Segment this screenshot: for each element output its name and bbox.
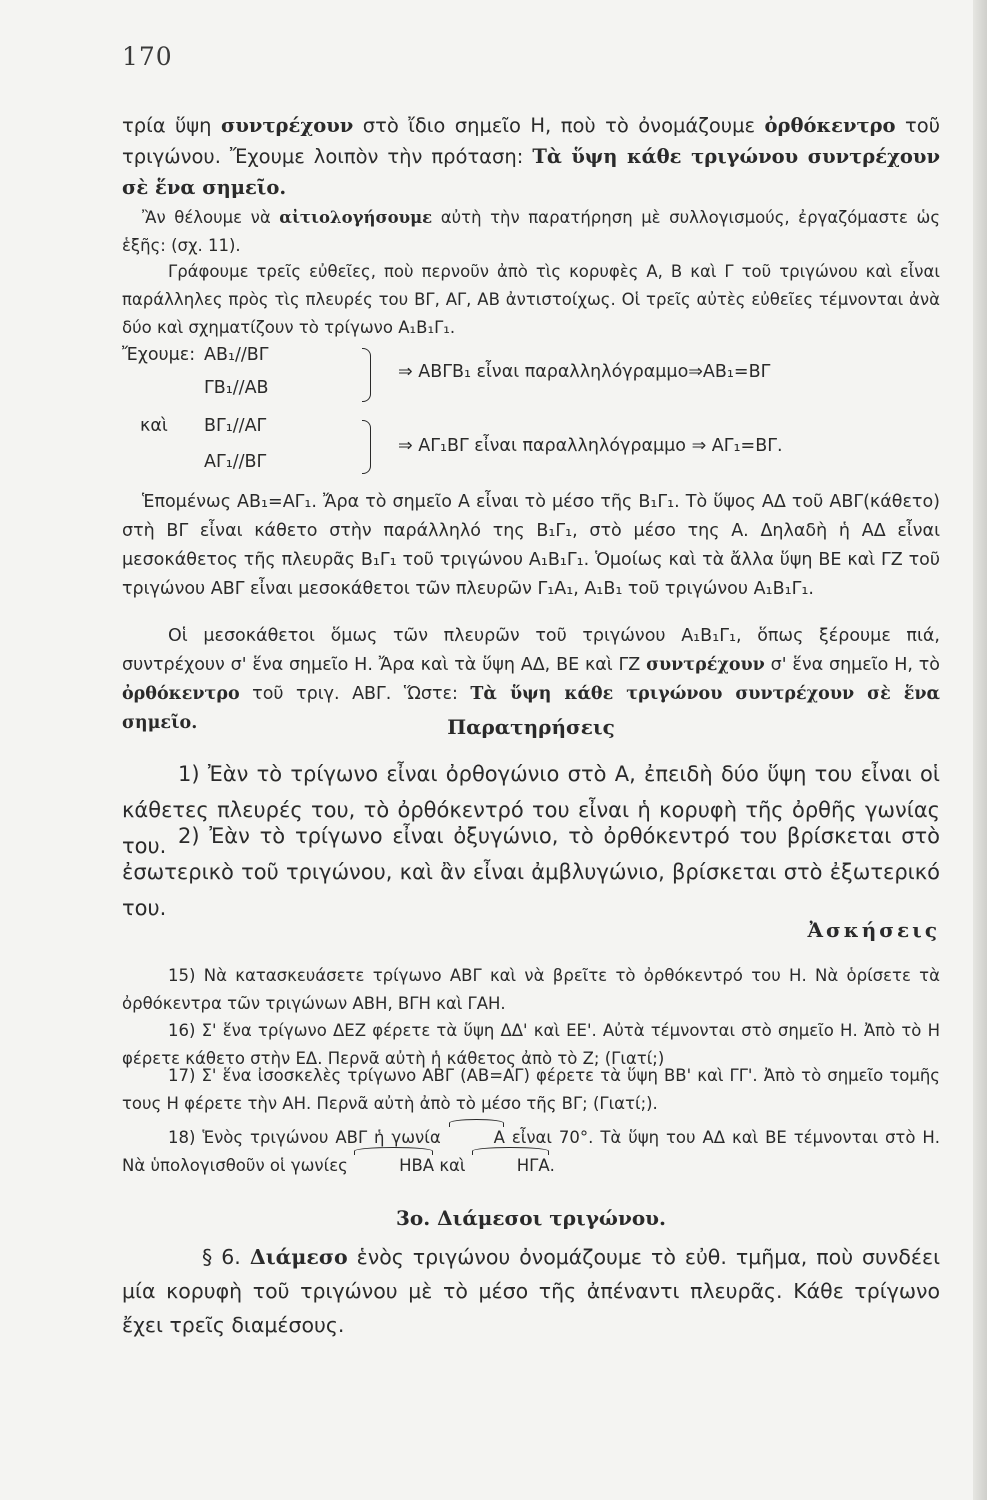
- paragraph-orthocenter: τρία ὕψη συντρέχουν στὸ ἴδιο σημεῖο Η, ποὺ τὸ ὀνομάζουμε ὀρθόκεντρο τοῦ τριγώνου. Ἔχουμε λοιπὸν τὴν πρόταση: Τὰ ὕψη κάθε τριγώνου συντρέχουν σὲ ἕνα σημεῖο.: [122, 114, 940, 199]
- paragraph-medians: § 6. Διάμεσο ἑνὸς τριγώνου ὀνομάζουμε τὸ εὐθ. τμῆμα, ποὺ συνδέει μία κορυφὴ τοῦ τριγώνου μὲ τὸ μέσο τῆς ἀπέναντι πλευρᾶς. Κάθε τρίγωνο ἔχει τρεῖς διαμέσους.: [122, 1245, 941, 1337]
- derivation-line-2: ΓΒ₁//ΑΒ: [204, 378, 269, 398]
- brace-2: [362, 420, 371, 474]
- paragraph-conclusion: Οἱ μεσοκάθετοι ὅμως τῶν πλευρῶν τοῦ τριγώνου Α₁Β₁Γ₁, ὅπως ξέρουμε πιά, συντρέχουν σ' ἕνα σημεῖο Η. Ἄρα καὶ τὰ ὕψη ΑΔ, ΒΕ καὶ ΓΖ συντρέχουν σ' ἕνα σημεῖο Η, τὸ ὀρθόκεντρο τοῦ τριγ. ΑΒΓ. Ὥστε: Τὰ ὕψη κάθε τριγώνου συντρέχουν σὲ ἕνα σημεῖο.: [122, 626, 941, 733]
- paragraph-justify: Ἂν θέλουμε νὰ αἰτιολογήσουμε αὐτὴ τὴν παρατήρηση μὲ συλλογισμούς, ἐργαζόμαστε ὡς ἑξῆς: (σχ. 11).: [122, 208, 941, 255]
- exercise-15: 15) Νὰ κατασκευάσετε τρίγωνο ΑΒΓ καὶ νὰ βρεῖτε τὸ ὀρθόκεντρό του Η. Νὰ ὁρίσετε τὰ ὀρθόκεντρα τῶν τριγώνων ΑΒΗ, ΒΓΗ καὶ ΓΑΗ.: [122, 966, 940, 1013]
- derivation-line-1: ΑΒ₁//ΒΓ: [204, 345, 269, 365]
- page-number: 170: [122, 42, 173, 71]
- paragraph-therefore: Ἑπομένως ΑΒ₁=ΑΓ₁. Ἄρα τὸ σημεῖο Α εἶναι τὸ μέσο τῆς Β₁Γ₁. Τὸ ὕψος ΑΔ τοῦ ΑΒΓ(κάθετο) στὴ ΒΓ εἶναι κάθετο στὴν παράλληλό της Β₁Γ₁, στὸ μέσο της Α. Δηλαδὴ ἡ ΑΔ εἶναι μεσοκάθετος τῆς πλευρᾶς Β₁Γ₁ τοῦ τριγώνου Α₁Β₁Γ₁. Ὁμοίως καὶ τὰ ἄλλα ὕψη ΒΕ καὶ ΓΖ τοῦ τριγώνου ΑΒΓ εἶναι μεσοκάθετοι τῶν πλευρῶν Γ₁Α₁, Α₁Β₁ τοῦ τριγώνου Α₁Β₁Γ₁.: [122, 492, 940, 599]
- heading-section-medians: 3ο. Διάμεσοι τριγώνου.: [395, 1206, 667, 1230]
- derivation-line-3: ΒΓ₁//ΑΓ: [204, 416, 267, 436]
- remark-2: 2) Ἐὰν τὸ τρίγωνο εἶναι ὀξυγώνιο, τὸ ὀρθόκεντρό του βρίσκεται στὸ ἐσωτερικὸ τοῦ τριγώνου, καὶ ἂν εἶναι ἀμβλυγώνιο, βρίσκεται στὸ ἐξωτερικό του.: [122, 824, 940, 920]
- derivation-line-4: ΑΓ₁//ΒΓ: [204, 452, 267, 472]
- heading-remarks: Παρατηρήσεις: [447, 715, 615, 739]
- echoume-label: Ἔχουμε:: [122, 345, 196, 365]
- heading-exercises: Ἀσκήσεις: [807, 918, 940, 942]
- angle-hba: ΗΒΑ: [353, 1152, 434, 1180]
- derivation-result-2: ⇒ ΑΓ₁ΒΓ εἶναι παραλληλόγραμμο ⇒ ΑΓ₁=ΒΓ.: [398, 436, 783, 456]
- exercise-16: 16) Σ' ἕνα τρίγωνο ΔΕΖ φέρετε τὰ ὕψη ΔΔ' καὶ ΕΕ'. Αὐτὰ τέμνονται στὸ σημεῖο Η. Ἀπὸ τὸ Η φέρετε κάθετο στὴν ΕΔ. Περνᾶ αὐτὴ ἡ κάθετος ἀπὸ τὸ Ζ; (Γιατί;): [122, 1021, 940, 1068]
- paragraph-construction: Γράφουμε τρεῖς εὐθεῖες, ποὺ περνοῦν ἀπὸ τὶς κορυφὲς Α, Β καὶ Γ τοῦ τριγώνου καὶ εἶναι παράλληλες πρὸς τὶς πλευρές του ΒΓ, ΑΓ, ΑΒ ἀντιστοίχως. Οἱ τρεῖς αὐτὲς εὐθεῖες τέμνονται ἀνὰ δύο καὶ σχηματίζουν τὸ τρίγωνο Α₁Β₁Γ₁.: [122, 262, 940, 337]
- page-edge: [973, 0, 987, 1500]
- angle-hga: ΗΓΑ: [471, 1152, 550, 1180]
- kai-label: καὶ: [140, 416, 168, 436]
- angle-a: Α: [448, 1124, 505, 1152]
- exercise-17: 17) Σ' ἕνα ἰσοσκελὲς τρίγωνο ΑΒΓ (ΑΒ=ΑΓ) φέρετε τὰ ὕψη ΒΒ' καὶ ΓΓ'. Ἀπὸ τὸ σημεῖο τομῆς τους Η φέρετε τὴν ΑΗ. Περνᾶ αὐτὴ ἀπὸ τὸ μέσο τῆς ΒΓ; (Γιατί;).: [122, 1066, 940, 1113]
- derivation-result-1: ⇒ ΑΒΓΒ₁ εἶναι παραλληλόγραμμο⇒ΑΒ₁=ΒΓ: [398, 362, 771, 382]
- exercise-18: 18) Ἑνὸς τριγώνου ΑΒΓ ἡ γωνία Α εἶναι 70°. Τὰ ὕψη του ΑΔ καὶ ΒΕ τέμνονται στὸ Η. Νὰ ὑπολογισθοῦν οἱ γωνίες ΗΒΑ καὶ ΗΓΑ.: [122, 1124, 940, 1180]
- brace-1: [362, 348, 371, 402]
- remark-1: 1) Ἐὰν τὸ τρίγωνο εἶναι ὀρθογώνιο στὸ Α, ἐπειδὴ δύο ὕψη του εἶναι οἱ κάθετες πλευρές του, τὸ ὀρθόκεντρό του εἶναι ἡ κορυφὴ τῆς ὀρθῆς γωνίας του.: [122, 762, 940, 858]
